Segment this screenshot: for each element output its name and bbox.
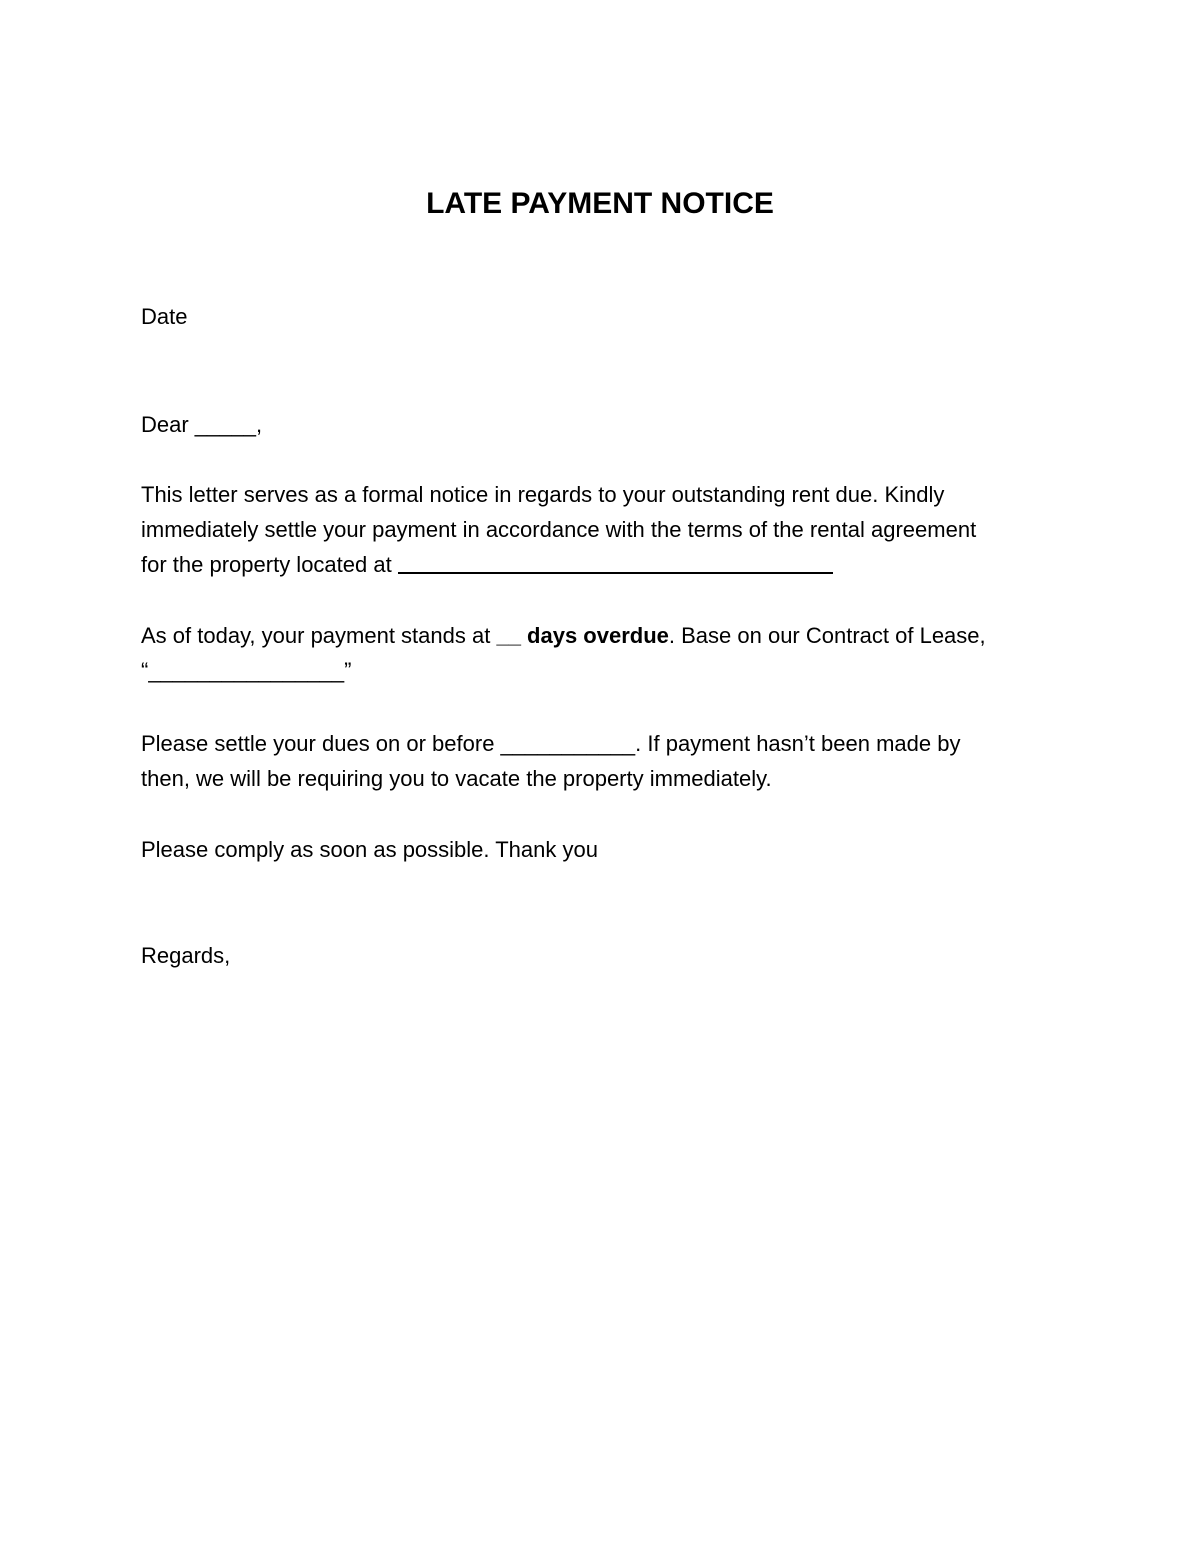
- paragraph-deadline-line-2: then, we will be requiring you to vacate the property immediately.: [141, 766, 772, 791]
- paragraph-deadline-line-1: Please settle your dues on or before ___________. If payment hasn’t been made by: [141, 731, 961, 756]
- paragraph-overdue-line-1: [141, 618, 1061, 653]
- days-overdue: __ days overdue: [496, 623, 669, 648]
- date-label: Date: [141, 304, 188, 329]
- paragraph-notice-line-3: [141, 547, 1061, 582]
- overdue-suffix: . Base on our Contract of Lease,: [668, 623, 986, 648]
- paragraph-notice-line-1: This letter serves as a formal notice in regards to your outstanding rent due. Kindly: [141, 482, 945, 507]
- paragraph-comply: Please comply as soon as possible. Thank you: [141, 837, 598, 862]
- paragraph-overdue: [141, 618, 1061, 688]
- paragraph-notice-line-2: immediately settle your payment in accordance with the terms of the rental agreement: [141, 517, 977, 542]
- overdue-prefix: As of today, your payment stands at: [141, 623, 497, 648]
- paragraph-notice: [141, 477, 1061, 582]
- property-address-blank: [398, 550, 833, 574]
- paragraph-deadline: [141, 726, 1061, 796]
- closing: Regards,: [141, 943, 231, 968]
- salutation: Dear _____,: [141, 412, 263, 437]
- document-title: LATE PAYMENT NOTICE: [426, 187, 774, 220]
- property-address-label: for the property located at: [141, 552, 398, 577]
- contract-clause-blank: “________________”: [141, 658, 352, 683]
